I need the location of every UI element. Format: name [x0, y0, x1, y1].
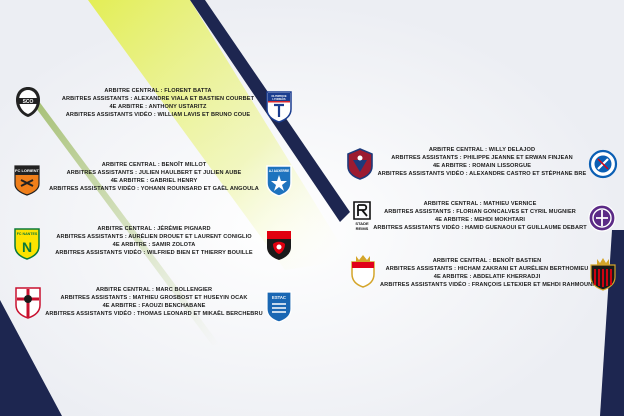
assistant-referees-line: ARBITRES ASSISTANTS : PHILIPPE JEANNE ET ERWAN FINJEAN	[391, 155, 573, 161]
fourth-official-line: 4E ARBITRE : ANTHONY USTARITZ	[109, 104, 207, 110]
svg-text:STADE: STADE	[355, 221, 369, 226]
assistant-referees-line: ARBITRES ASSISTANTS : AURÉLIEN DROUET ET LAURENT CONIGLIO	[56, 234, 252, 240]
central-referee-line: ARBITRE CENTRAL : MATHIEU VERNICE	[423, 201, 537, 207]
assistant-referees-line: ARBITRES ASSISTANTS : JULIEN HAULBERT ET JULIEN AUBE	[66, 170, 242, 176]
central-referee-line: ARBITRE CENTRAL : WILLY DELAJOD	[428, 147, 536, 153]
svg-text:N: N	[21, 239, 33, 255]
stade-rennais-crest-icon	[264, 227, 294, 261]
estac-troyes-crest-icon	[264, 289, 294, 323]
svg-text:FC NANTES: FC NANTES	[16, 232, 38, 236]
svg-text:OLYMPIQUE: OLYMPIQUE	[271, 95, 287, 98]
fourth-official-line: 4E ARBITRE : ABDELATIF KHERRADJI	[433, 274, 541, 280]
aj-auxerre-crest-icon	[264, 163, 294, 197]
svg-text:SCO: SCO	[22, 99, 34, 105]
var-assistants-line: ARBITRES ASSISTANTS VIDÉO : WILFRIED BIEN ET THIERRY BOUILLE	[55, 250, 253, 256]
assistant-referees-line: ARBITRES ASSISTANTS : MATHIEU GROSBOST ET HUSEYIN OCAK	[60, 295, 248, 301]
fourth-official-line: 4E ARBITRE : SAMIR ZOLOTA	[112, 242, 196, 248]
central-referee-line: ARBITRE CENTRAL : BENOÎT BASTIEN	[432, 258, 542, 264]
var-assistants-line: ARBITRES ASSISTANTS VIDÉO : FRANÇOIS LETEXIER ET MEHDI RAHMOUNI	[380, 282, 594, 288]
ac-ajaccio-crest-icon	[13, 285, 43, 319]
central-referee-line: ARBITRE CENTRAL : JÉRÉMIE PIGNARD	[97, 226, 211, 232]
fourth-official-line: 4E ARBITRE : MEHDI MOKHTARI	[434, 217, 526, 223]
angers-sco-crest-icon	[13, 85, 43, 119]
fc-nantes-crest-icon	[12, 226, 42, 260]
fourth-official-line: 4E ARBITRE : FAOUZI BENCHABANE	[102, 303, 206, 309]
central-referee-line: ARBITRE CENTRAL : FLORENT BATTA	[104, 88, 212, 94]
fc-lorient-crest-icon	[12, 162, 42, 196]
rc-strasbourg-crest-icon	[588, 147, 618, 181]
assistant-referees-line: ARBITRES ASSISTANTS : FLORIAN GONCALVES ET CYRIL MUGNIER	[384, 209, 576, 215]
assistant-referees-line: ARBITRES ASSISTANTS : HICHAM ZAKRANI ET AURÉLIEN BERTHOMIEU	[385, 266, 589, 272]
fourth-official-line: 4E ARBITRE : GABRIEL HENRY	[110, 178, 198, 184]
central-referee-line: ARBITRE CENTRAL : BENOÎT MILLOT	[101, 162, 207, 168]
var-assistants-line: ARBITRES ASSISTANTS VIDÉO : THOMAS LEONARD ET MIKAËL BERCHEBRU	[45, 311, 263, 317]
central-referee-line: ARBITRE CENTRAL : MARC BOLLENGIER	[95, 287, 213, 293]
svg-text:FC LORIENT: FC LORIENT	[15, 168, 39, 173]
var-assistants-line: ARBITRES ASSISTANTS VIDÉO : ALEXANDRE CASTRO ET STÉPHANE BRE	[377, 171, 587, 177]
var-assistants-line: ARBITRES ASSISTANTS VIDÉO : HAMID GUENAOUI ET GUILLAUME DEBART	[373, 225, 587, 231]
svg-text:AJ AUXERRE: AJ AUXERRE	[268, 169, 290, 173]
fourth-official-line: 4E ARBITRE : ROMAIN LISSORGUE	[432, 163, 532, 169]
var-assistants-line: ARBITRES ASSISTANTS VIDÉO : YOHANN ROUINSARD ET GAËL ANGOULA	[49, 186, 259, 192]
svg-text:ESTAC: ESTAC	[272, 295, 286, 300]
svg-text:REIMS: REIMS	[355, 226, 369, 231]
svg-text:LYONNAIS: LYONNAIS	[272, 98, 286, 101]
olympique-lyonnais-crest-icon	[264, 89, 294, 123]
as-monaco-crest-icon	[348, 254, 378, 288]
assistant-referees-line: ARBITRES ASSISTANTS : ALEXANDRE VIALA ET BASTIEN COURBET	[61, 96, 255, 102]
clermont-foot-crest-icon	[345, 146, 375, 180]
toulouse-fc-crest-icon	[587, 201, 617, 235]
var-assistants-line: ARBITRES ASSISTANTS VIDÉO : WILLIAM LAVIS ET BRUNO COUE	[65, 112, 251, 118]
